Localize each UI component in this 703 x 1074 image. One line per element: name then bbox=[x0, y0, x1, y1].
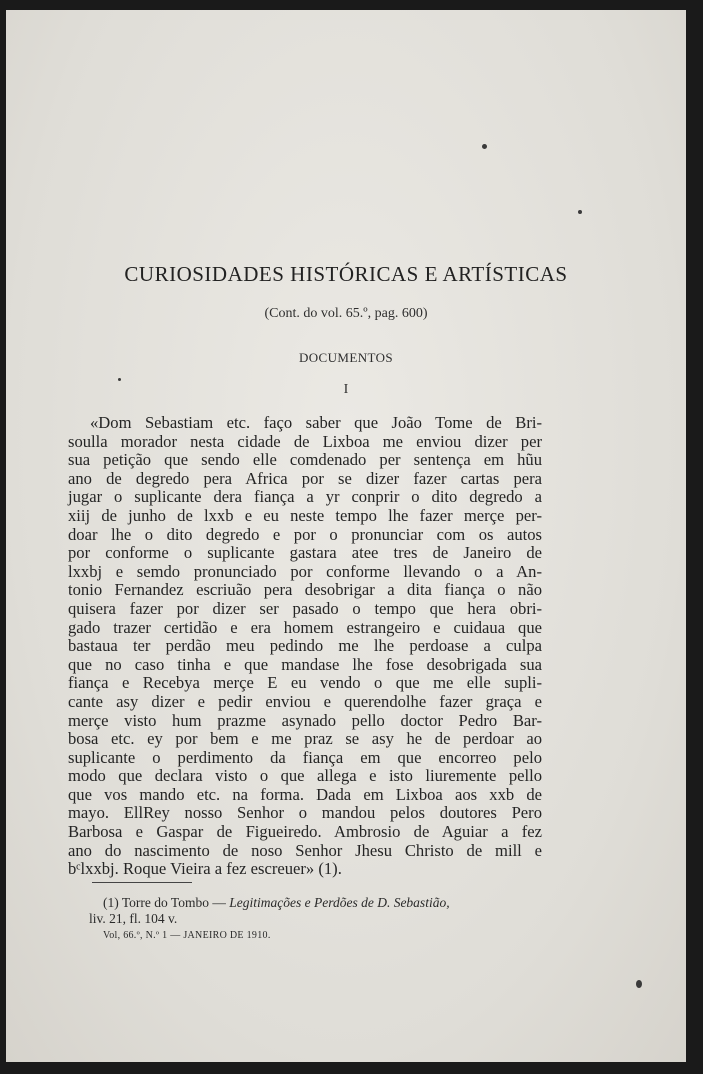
body-line: suplicante o perdimento da fiança em que encorreo pelo bbox=[68, 747, 542, 767]
footnote-source: (1) Torre do Tombo — bbox=[103, 895, 230, 910]
article-title: CURIOSIDADES HISTÓRICAS E ARTÍSTICAS bbox=[124, 262, 568, 286]
body-line: tonio Fernandez escriuão pera desobrigar a dita fiança o não bbox=[68, 580, 542, 600]
footnote-divider bbox=[92, 882, 192, 883]
footnote-title: Legitimações e Perdões de D. Sebastião, bbox=[229, 895, 450, 910]
body-line: bastaua ter perdão meu pedindo me lhe perdoase a culpa bbox=[68, 636, 542, 656]
body-line: que vos mando etc. na forma. Dada em Lixboa aos xxb de bbox=[68, 784, 542, 804]
volume-signature: Vol, 66.º, N.º 1 — JANEIRO DE 1910. bbox=[103, 930, 271, 941]
body-line: ano de degredo pera Africa por se dizer fazer cartas pera bbox=[68, 468, 542, 488]
footnote-reference: liv. 21, fl. 104 v. bbox=[89, 911, 178, 926]
body-line: bosa etc. ey por bem e me praz se asy he de perdoar ao bbox=[68, 729, 542, 749]
body-line: soulla morador nesta cidade de Lixboa me enviou dizer per bbox=[68, 431, 542, 451]
document-page bbox=[6, 10, 686, 1062]
body-line: modo que declara visto o que allega e isto liuremente pello bbox=[68, 766, 542, 786]
body-line: Barbosa e Gaspar de Figueiredo. Ambrosio de Aguiar a fez bbox=[68, 822, 542, 842]
body-line: quisera fazer por dizer ser pasado o tempo que hera obri- bbox=[68, 598, 542, 618]
body-line: por conforme o suplicante gastara atee tres de Janeiro de bbox=[68, 543, 542, 563]
ink-speck bbox=[118, 378, 121, 381]
body-line: doar lhe o dito degredo e por o pronunciar com os autos bbox=[68, 524, 542, 544]
body-line: fiança e Recebya merçe E eu vendo o que me elle supli- bbox=[68, 673, 542, 693]
body-line: jugar o suplicante dera fiança a yr conprir o dito degredo a bbox=[68, 487, 542, 507]
body-line: merçe visto hum prazme asynado pello doctor Pedro Bar- bbox=[68, 710, 542, 730]
footnote bbox=[89, 895, 539, 927]
article-subtitle: (Cont. do vol. 65.º, pag. 600) bbox=[264, 306, 428, 321]
body-line: «Dom Sebastiam etc. faço saber que João Tome de Bri- bbox=[90, 413, 542, 432]
body-line: lxxbj e semdo pronunciado por conforme llevando o a An- bbox=[68, 561, 542, 581]
document-body bbox=[68, 414, 542, 879]
body-line: cante asy dizer e pedir enviou e querendolhe fazer graça e bbox=[68, 691, 542, 711]
body-line: bᶜlxxbj. Roque Vieira a fez escreuer» (1). bbox=[68, 859, 342, 879]
ink-speck bbox=[636, 980, 642, 988]
body-line: gado trazer certidão e era homem estrangeiro e cuidaua que bbox=[68, 617, 542, 637]
section-numeral: I bbox=[343, 382, 349, 397]
footnote-line bbox=[89, 895, 539, 911]
body-line: que no caso tinha e que mandase lhe fose desobrigada sua bbox=[68, 654, 542, 674]
section-heading: DOCUMENTOS bbox=[298, 350, 394, 365]
ink-speck bbox=[578, 210, 582, 214]
body-line: ano do nascimento de noso Senhor Jhesu Christo de mill e bbox=[68, 840, 542, 860]
body-line: sua petição que sendo elle comdenado per sentença em hũu bbox=[68, 450, 542, 470]
body-line: xiij de junho de lxxb e eu neste tempo lhe fazer merçe per- bbox=[68, 505, 542, 525]
ink-speck bbox=[482, 144, 487, 149]
body-line: mayo. EllRey nosso Senhor o mandou pelos doutores Pero bbox=[68, 803, 542, 823]
